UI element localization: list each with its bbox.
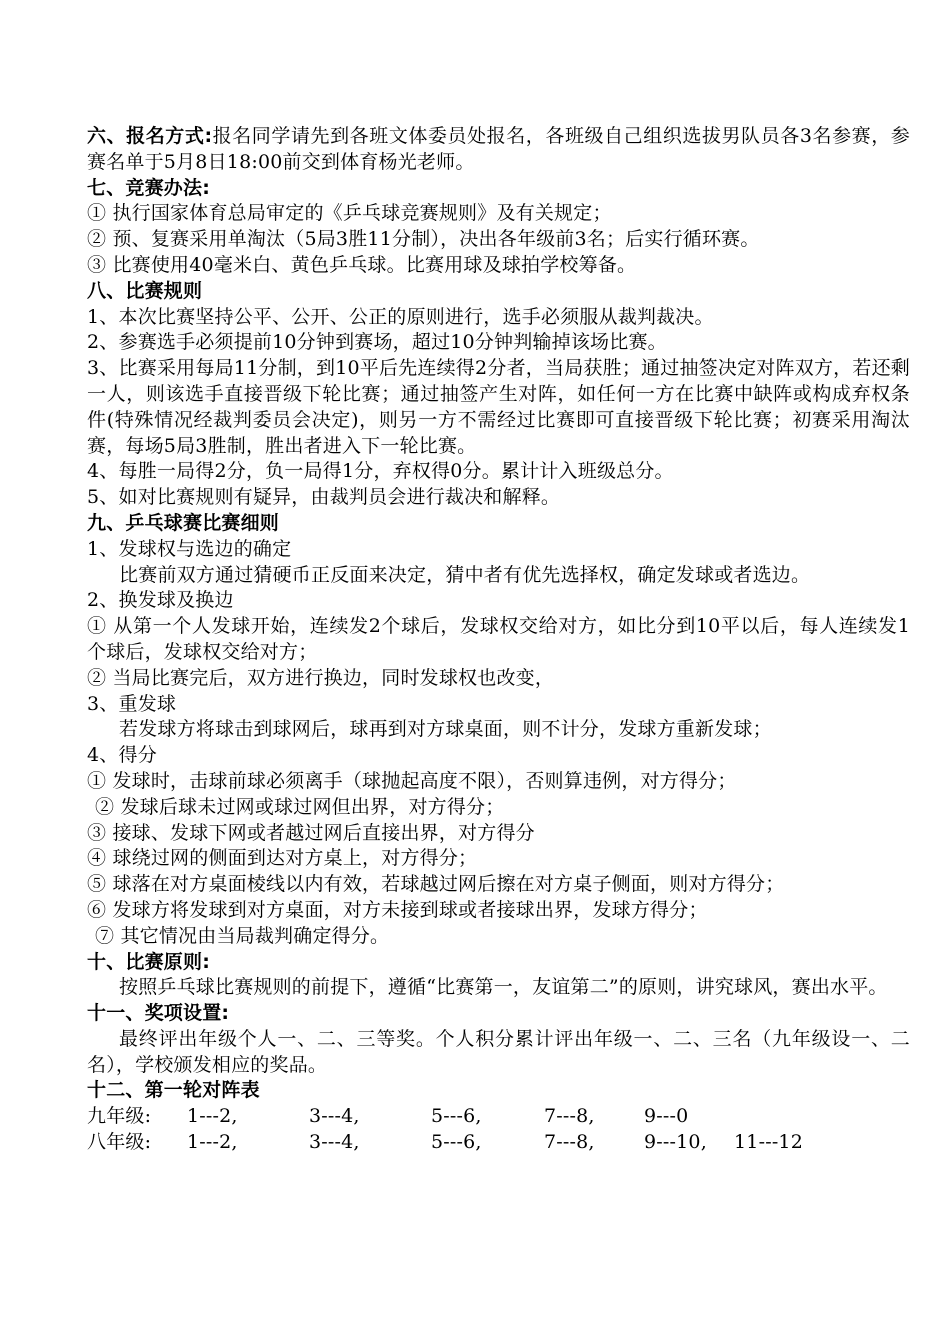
section-9-p4-item-2: ② 发球后球未过网或球过网但出界，对方得分； [95, 795, 505, 818]
section-9-p4-item-3: ③ 接球、发球下网或者越过网后直接出界，对方得分 [87, 821, 535, 844]
bracket-pair: 1---2, [187, 1131, 238, 1154]
section-11-text: 最终评出年级个人一、二、三等奖。个人积分累计评出年级一、二、三名（九年级设一、二名），学校颁发相应的奖品。 [87, 1027, 910, 1076]
bracket-pair: 3---4, [309, 1105, 360, 1128]
section-7-item-2: ② 预、复赛采用单淘汰（5局3胜11分制），决出各年级前3名；后实行循环赛。 [87, 228, 760, 251]
bracket-row-grade-9 [87, 1104, 910, 1130]
bracket-pair: 1---2, [187, 1105, 238, 1128]
bracket-pair: 3---4, [309, 1131, 360, 1154]
bracket-grade-label: 八年级: [87, 1131, 152, 1154]
section-7-item-3: ③ 比赛使用40毫米白、黄色乒乓球。比赛用球及球拍学校筹备。 [87, 253, 637, 276]
bracket-row-grade-8 [87, 1130, 910, 1156]
section-9-p3-title: 3、重发球 [87, 692, 177, 715]
section-11-heading: 十一、奖项设置: [87, 1002, 230, 1025]
section-8-rule-5: 5、如对比赛规则有疑异，由裁判员会进行裁决和解释。 [87, 486, 561, 509]
section-9-p4-title: 4、得分 [87, 744, 157, 767]
section-9-p1-text: 比赛前双方通过猜硬币正反面来决定，猜中者有优先选择权，确定发球或者选边。 [119, 563, 811, 586]
section-8-heading: 八、比赛规则 [87, 279, 203, 302]
bracket-pair: 11---12 [734, 1131, 804, 1154]
section-7-heading: 七、竞赛办法: [87, 176, 210, 199]
section-9-p4-item-6: ⑥ 发球方将发球到对方桌面，对方未接到球或者接球出界，发球方得分； [87, 898, 708, 921]
section-9-heading: 九、乒乓球赛比赛细则 [87, 511, 280, 534]
section-6-registration [87, 124, 910, 176]
section-12-heading: 十二、第一轮对阵表 [87, 1079, 260, 1102]
section-8-rule-2: 2、参赛选手必须提前10分钟到赛场，超过10分钟判输掉该场比赛。 [87, 331, 667, 354]
bracket-pair: 7---8, [544, 1105, 595, 1128]
bracket-pair: 9---10, [644, 1131, 707, 1154]
section-8-rule-4: 4、每胜一局得2分，负一局得1分，弃权得0分。累计计入班级总分。 [87, 460, 674, 483]
section-10-text: 按照乒乓球比赛规则的前提下，遵循“比赛第一，友谊第二”的原则，讲究球风，赛出水平。 [119, 976, 888, 999]
section-6-heading: 六、报名方式: [87, 125, 213, 147]
bracket-pair: 5---6, [431, 1131, 482, 1154]
section-6-text: 报名同学请先到各班文体委员处报名，各班级自己组织选拔男队员各3名参赛，参赛名单于5月8日18:00前交到体育杨光老师。 [87, 125, 911, 173]
section-9-p2-item-1: ① 从第一个人发球开始，连续发2个球后，发球权交给对方，如比分到10平以后，每人连续发1个球后，发球权交给对方； [87, 615, 910, 663]
section-8-rule-1: 1、本次比赛坚持公平、公开、公正的原则进行，选手必须服从裁判裁决。 [87, 305, 714, 328]
section-9-p2-title: 2、换发球及换边 [87, 589, 234, 612]
section-9-p4-item-4: ④ 球绕过网的侧面到达对方桌上，对方得分； [87, 847, 478, 870]
bracket-pair: 9---0 [644, 1105, 689, 1128]
bracket-pair: 7---8, [544, 1131, 595, 1154]
section-9-p4-item-5: ⑤ 球落在对方桌面棱线以内有效，若球越过网后擦在对方桌子侧面，则对方得分； [87, 873, 785, 896]
section-9-p3-text: 若发球方将球击到球网后，球再到对方球桌面，则不计分，发球方重新发球； [119, 718, 772, 741]
bracket-grade-label: 九年级: [87, 1105, 152, 1128]
section-9-p2-item-2: ② 当局比赛完后，双方进行换边，同时发球权也改变， [87, 666, 555, 689]
section-9-p1-title: 1、发球权与选边的确定 [87, 537, 292, 560]
section-10-heading: 十、比赛原则: [87, 950, 210, 973]
section-9-p4-item-1: ① 发球时，击球前球必须离手（球抛起高度不限），否则算违例，对方得分； [87, 769, 737, 792]
section-9-p4-item-7: ⑦ 其它情况由当局裁判确定得分。 [95, 924, 390, 947]
bracket-pair: 5---6, [431, 1105, 482, 1128]
section-8-rule-3: 3、比赛采用每局11分制，到10平后先连续得2分者，当局获胜；通过抽签决定对阵双方，若还剩一人，则该选手直接晋级下轮比赛；通过抽签产生对阵，如任何一方在比赛中缺阵或构成弃权条件(特殊情况经裁判委员会决定)，则另一方不需经过比赛即可直接晋级下轮比赛；初赛采用淘汰赛，每场5局3胜制，胜出者进入下一轮比赛。 [87, 357, 910, 457]
section-7-item-1: ① 执行国家体育总局审定的《乒乓球竞赛规则》及有关规定； [87, 202, 612, 225]
